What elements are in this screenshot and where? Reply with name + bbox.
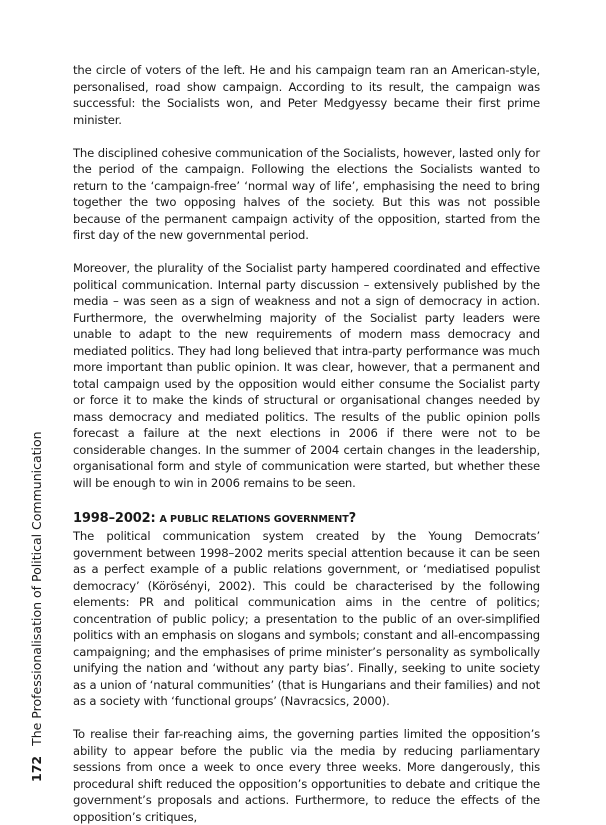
section-heading-title: A PUBLIC RELATIONS GOVERNMENT (159, 513, 349, 525)
paragraph: To realise their far-reaching aims, the governing parties limited the opposition’s ability to appear before the public via the media by reducing parliamentary sessions from once a week to once every three weeks. More dangerously, this procedural shift reduced the opposition’s opportunities to debate and critique the government’s proposals and actions. Furthermore, to reduce the effects of the opposition’s critiques, (73, 727, 540, 824)
page-body (73, 62, 540, 825)
paragraph: Moreover, the plurality of the Socialist party hampered coordinated and effective political communication. Internal party discussion – extensively published by the media – was seen as a sign of weakness and not a sign of democracy in action. Furthermore, the overwhelming majority of the Socialist party leaders were unable to adapt to the new requirements of modern mass democracy and mediated politics. They had long believed that intra-party performance was much more important than public opinion. It was clear, however, that a permanent and total campaign used by the opposition would either consume the Socialist party or force it to make the kinds of structural or organisational changes needed by mass democracy and mediated politics. The results of the public opinion polls forecast a failure at the next elections in 2006 if there were not to be considerable changes. In the summer of 2004 certain changes in the leadership, organisational form and style of communication were started, but whether these will be enough to win in 2006 remains to be seen. (73, 261, 540, 490)
running-head (29, 431, 44, 782)
paragraph: The political communication system created by the Young Democrats’ government between 1998–2002 merits special attention because it can be seen as a perfect example of a public relations government, or ‘mediatised populist democracy’ (Körösényi, 2002). This could be characterised by the following elements: PR and political communication aims in the centre of politics; concentration of public policy; a presentation to the public of an over-simplified politics with an emphasis on slogans and symbols; constant and all-encompassing campaigning; and the emphasises of prime minister’s personality as symbolically unifying the nation and ‘without any party bias’. Finally, seeking to unite society as a union of ‘natural communities’ (that is Hungarians and their families) and not as a society with ‘functional groups’ (Navracsics, 2000). (73, 529, 540, 708)
section-heading-mark: ? (348, 510, 357, 526)
book-title: The Professionalisation of Political Communication (29, 431, 44, 746)
paragraph: the circle of voters of the left. He and his campaign team ran an American-style, personalised, road show campaign. According to its result, the campaign was successful: the Socialists won, and Peter Medgyessy became their first prime minister. (73, 63, 540, 127)
page-number: 172 (29, 755, 44, 782)
paragraph: The disciplined cohesive communication of the Socialists, however, lasted only for the period of the campaign. Following the elections the Socialists wanted to return to the ‘campaign-free’ ‘normal way of life’, emphasising the need to bring together the two opposing halves of the society. But this was not possible because of the permanent campaign activity of the opposition, started from the first day of the new governmental period. (73, 145, 540, 242)
section-heading-year: 1998–2002: (73, 510, 156, 526)
section-heading (73, 508, 540, 529)
